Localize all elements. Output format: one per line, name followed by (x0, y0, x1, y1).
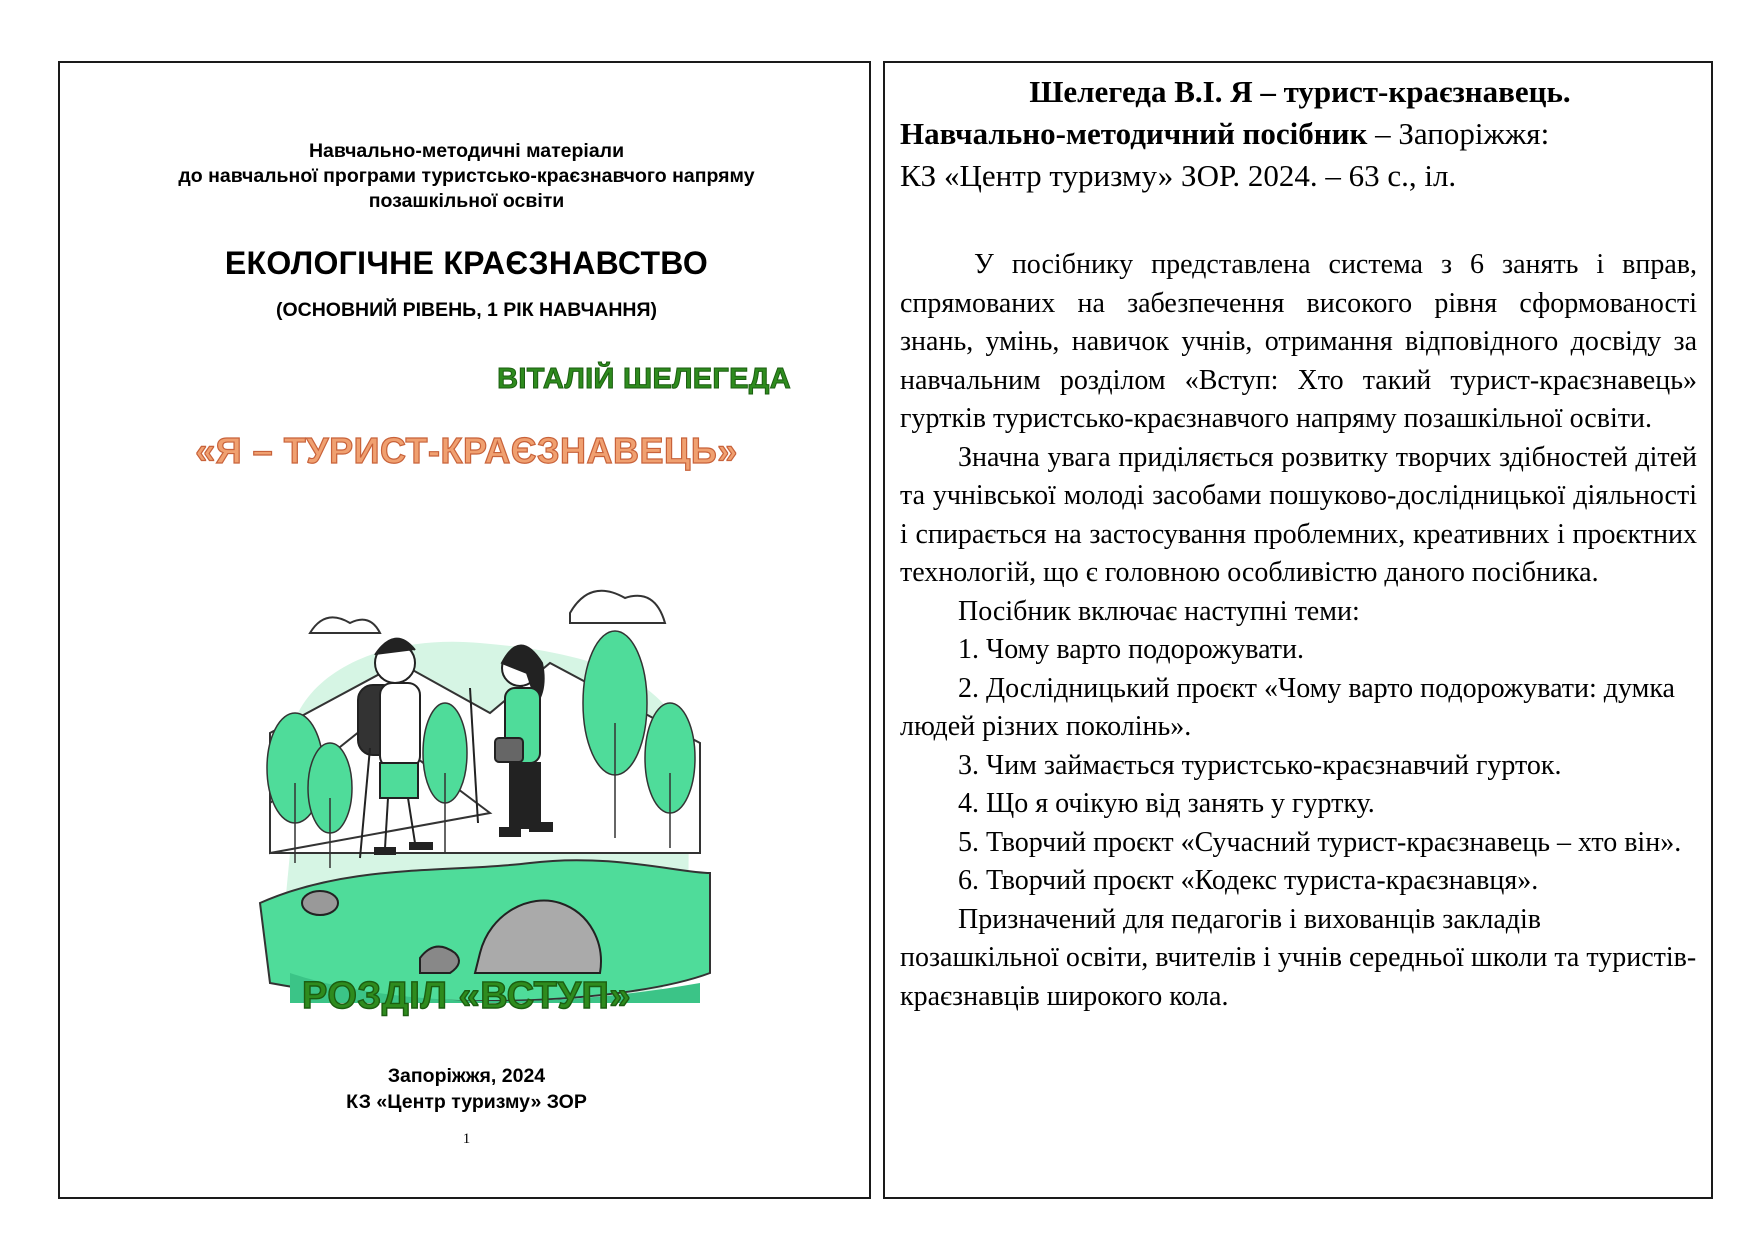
book-title: «Я – ТУРИСТ-КРАЄЗНАВЕЦЬ» (195, 430, 738, 471)
annotation-page (883, 61, 1713, 1199)
paragraph: Значна увага приділяється розвитку творчих здібностей дітей та учнівської молоді засобами пошуково-дослідницької діяльності і спирається на застосування проблемних, креативних і проєктних технологій, що є головною особливістю даного посібника. (900, 441, 1697, 588)
main-title: ЕКОЛОГІЧНЕ КРАЄЗНАВСТВО (224, 245, 709, 281)
section-title: РОЗДІЛ «ВСТУП» (302, 975, 631, 1017)
biblio-place: – Запоріжжя: (1367, 116, 1550, 151)
place-year: Запоріжжя, 2024 (387, 1065, 546, 1087)
cloud (570, 591, 665, 623)
biblio-type: Навчально-методичний посібник (900, 116, 1368, 151)
topic-item: 1. Чому варто подорожувати. (958, 634, 1305, 665)
cloud (310, 617, 380, 633)
bibliographic-record (900, 71, 1700, 197)
rock (302, 891, 338, 915)
page-number: 1 (462, 1131, 471, 1147)
cover-page (58, 61, 871, 1199)
cover-subtitle (60, 139, 873, 214)
imprint (60, 1063, 873, 1115)
rock (420, 947, 459, 973)
topic-item: 4. Що я очікую від занять у гуртку. (958, 788, 1375, 819)
hikers-illustration (230, 573, 730, 1033)
publisher: КЗ «Центр туризму» ЗОР (346, 1091, 587, 1113)
topic-item: 3. Чим займається туристсько-краєзнавчий гурток. (958, 749, 1562, 781)
topic-item: 5. Творчий проєкт «Сучасний турист-краєзнавець – хто він». (958, 826, 1682, 858)
subtitle-line: до навчальної програми туристсько-краєзнавчого напряму (178, 165, 755, 187)
topics-intro: Посібник включає наступні теми: (958, 595, 1360, 627)
annotation-body (900, 246, 1697, 1016)
subtitle-line: Навчально-методичні матеріали (308, 140, 625, 162)
biblio-line (900, 113, 1700, 155)
topic-item: 6. Творчий проєкт «Кодекс туриста-краєзнавця». (958, 865, 1539, 896)
level-label: (ОСНОВНИЙ РІВЕНЬ, 1 РІК НАВЧАННЯ) (275, 299, 658, 321)
paragraph: У посібнику представлена система з 6 занять і вправ, спрямованих на забезпечення високого рівня сформованості знань, умінь, навичок учнів, отримання відповідного досвіду за навчальним розділом «Вступ: Хто такий турист-краєзнавець» гуртків туристсько-краєзнавчого напряму позашкільної освіти. (900, 249, 1697, 434)
subtitle-line: позашкільної освіти (368, 190, 565, 212)
topic-item: 2. Дослідницький проєкт «Чому варто подорожувати: думка людей різних поколінь». (900, 672, 1675, 742)
author-name: ВІТАЛІЙ ШЕЛЕГЕДА (497, 363, 791, 395)
audience: Призначений для педагогів і вихованців закладів позашкільної освіти, вчителів і учнів середньої школи та туристів-краєзнавців широкого кола. (900, 903, 1697, 1012)
biblio-line: КЗ «Центр туризму» ЗОР. 2024. – 63 с., іл. (900, 158, 1457, 193)
biblio-line: Шелегеда В.І. Я – турист-краєзнавець. (1029, 74, 1571, 109)
